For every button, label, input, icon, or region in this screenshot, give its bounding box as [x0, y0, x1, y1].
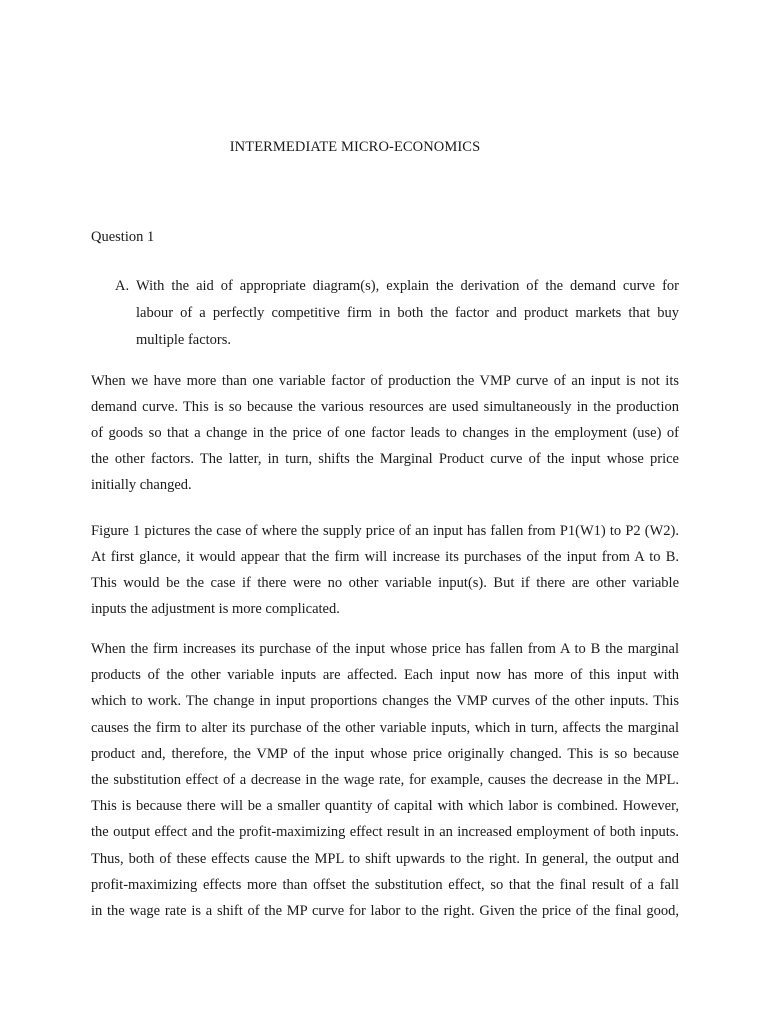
document-title: INTERMEDIATE MICRO-ECONOMICS	[229, 139, 481, 155]
text-line: When the firm increases its purchase of the input whose price has fallen from A to B the marginal	[91, 641, 679, 657]
text-line: At first glance, it would appear that the firm will increase its purchases of the input from A to B.	[91, 549, 679, 566]
text-line: Thus, both of these effects cause the MPL to shift upwards to the right. In general, the output and	[91, 850, 679, 867]
paragraph-2	[91, 518, 679, 622]
text-line: multiple factors.	[136, 332, 232, 348]
text-line: the other factors. The latter, in turn, shifts the Marginal Product curve of the input whose price	[91, 451, 679, 468]
text-line: of goods so that a change in the price of one factor leads to changes in the employment (use) of	[91, 425, 679, 442]
text-line: profit-maximizing effects more than offset the substitution effect, so that the final result of a fall	[91, 876, 679, 893]
text-line: This is because there will be a smaller quantity of capital with which labor is combined. However,	[91, 798, 679, 815]
text-line: initially changed.	[91, 477, 192, 494]
text-line: in the wage rate is a shift of the MP curve for labor to the right. Given the price of the final good,	[91, 903, 679, 920]
list-marker: A.	[115, 278, 130, 294]
text-line: This would be the case if there were no other variable input(s). But if there are other variable	[91, 575, 679, 592]
text-line: products of the other variable inputs are affected. Each input now has more of this input with	[91, 667, 679, 684]
question-a-text	[136, 273, 679, 354]
text-line: labour of a perfectly competitive firm in both the factor and product markets that buy	[136, 305, 679, 321]
text-line: the substitution effect of a decrease in the wage rate, for example, causes the decrease in the MPL.	[91, 772, 679, 789]
text-line: When we have more than one variable factor of production the VMP curve of an input is not its	[91, 373, 679, 389]
text-line: demand curve. This is so because the various resources are used simultaneously in the production	[91, 399, 679, 416]
text-line: causes the firm to alter its purchase of the other variable inputs, which in turn, affects the marginal	[91, 719, 679, 736]
text-line: With the aid of appropriate diagram(s), explain the derivation of the demand curve for	[136, 278, 679, 294]
text-line: the output effect and the profit-maximizing effect result in an increased employment of both inputs.	[91, 824, 679, 841]
text-line: product and, therefore, the VMP of the input whose price originally changed. This is so because	[91, 745, 679, 762]
paragraph-3	[91, 636, 679, 924]
paragraph-1	[91, 368, 679, 498]
question-heading: Question 1	[91, 229, 155, 245]
text-line: which to work. The change in input proportions changes the VMP curves of the other inputs. This	[91, 693, 679, 710]
question-a-item	[91, 273, 679, 354]
text-line: inputs the adjustment is more complicated.	[91, 601, 340, 618]
text-line: Figure 1 pictures the case of where the supply price of an input has fallen from P1(W1) to P2 (W2).	[91, 523, 679, 539]
